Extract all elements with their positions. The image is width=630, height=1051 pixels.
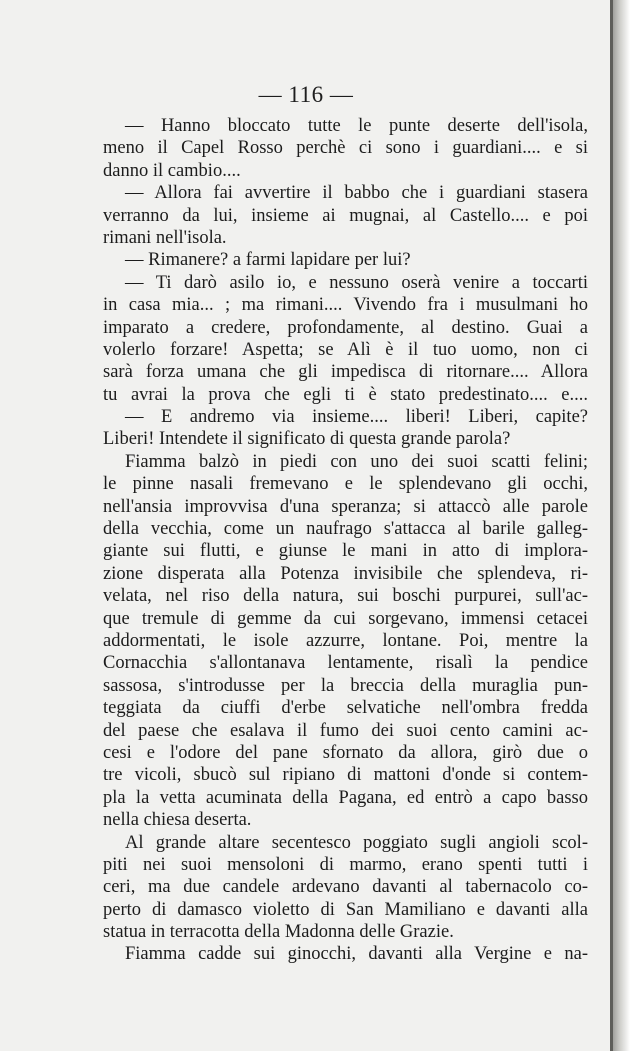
- book-gutter: [612, 0, 630, 1051]
- text-line: que tremule di gemme da cui sorgevano, immensi cetacei: [103, 608, 588, 629]
- text-line: volerlo forzare! Aspetta; se Alì è il tuo uomo, non ci: [103, 339, 588, 360]
- text-line: Fiamma balzò in piedi con uno dei suoi scatti felini;: [125, 451, 588, 472]
- text-line: imparato a credere, profondamente, al destino. Guai a: [103, 317, 588, 338]
- text-line: nell'ansia improvvisa d'una speranza; si attaccò alle parole: [103, 496, 588, 517]
- text-line: in casa mia... ; ma rimani.... Vivendo fra i musulmani ho: [103, 295, 588, 316]
- page-number-header: — 116 —: [258, 82, 354, 107]
- text-line: statua in terracotta della Madonna delle Grazie.: [103, 922, 454, 943]
- text-line: verranno da lui, insieme ai mugnai, al Castello.... e poi: [103, 205, 588, 226]
- text-line: zione disperata alla Potenza invisibile che splendeva, ri-: [103, 563, 588, 584]
- text-line: addormentati, le isole azzurre, lontane. Poi, mentre la: [103, 630, 588, 651]
- text-line: sassosa, s'introdusse per la breccia della muraglia pun-: [103, 675, 588, 696]
- text-line: Liberi! Intendete il significato di questa grande parola?: [103, 429, 511, 450]
- text-line: danno il cambio....: [103, 160, 241, 181]
- text-line: — Hanno bloccato tutte le punte deserte dell'isola,: [125, 116, 588, 136]
- text-line: perto di damasco violetto di San Mamiliano e davanti alla: [103, 899, 588, 920]
- text-line: nella chiesa deserta.: [103, 810, 252, 831]
- text-line: velata, nel riso della natura, sui boschi purpurei, sull'ac-: [103, 586, 588, 607]
- text-line: — Rimanere? a farmi lapidare per lui?: [125, 250, 411, 271]
- text-line: tu avrai la prova che egli ti è stato predestinato.... e....: [103, 384, 588, 405]
- gutter-edge: [610, 0, 613, 1051]
- text-line: giante sui flutti, e giunse le mani in atto di implora-: [103, 541, 588, 562]
- text-line: cesi e l'odore del pane sfornato da allora, girò due o: [103, 742, 588, 763]
- text-line: teggiata da ciuffi d'erbe selvatiche nell'ombra fredda: [103, 698, 588, 719]
- text-line: meno il Capel Rosso perchè ci sono i guardiani.... e si: [103, 138, 588, 159]
- text-line: tre vicoli, sbucò sul ripiano di mattoni d'onde si contem-: [103, 765, 588, 786]
- body-text: [103, 115, 588, 966]
- text-line: — E andremo via insieme.... liberi! Liberi, capite?: [125, 407, 588, 428]
- text-line: rimani nell'isola.: [103, 227, 227, 248]
- text-line: — Allora fai avvertire il babbo che i guardiani stasera: [125, 183, 588, 204]
- text-line: piti nei suoi mensoloni di marmo, erano spenti tutti i: [103, 854, 588, 875]
- text-line: — Ti darò asilo io, e nessuno oserà venire a toccarti: [125, 272, 588, 293]
- text-line: della vecchia, come un naufrago s'attacca al barile galleg-: [103, 519, 588, 540]
- text-line: ceri, ma due candele ardevano davanti al tabernacolo co-: [103, 877, 588, 898]
- text-line: Cornacchia s'allontanava lentamente, risalì la pendice: [103, 653, 588, 674]
- text-line: Al grande altare secentesco poggiato sugli angioli scol-: [125, 832, 588, 853]
- text-line: le pinne nasali fremevano e le splendevano gli occhi,: [103, 474, 588, 495]
- text-line: sarà forza umana che gli impedisca di ritornare.... Allora: [103, 362, 588, 383]
- text-line: pla la vetta acuminata della Pagana, ed entrò a capo basso: [103, 787, 588, 808]
- text-line: del paese che esalava il fumo dei suoi cento camini ac-: [103, 720, 588, 741]
- text-line: Fiamma cadde sui ginocchi, davanti alla Vergine e na-: [125, 944, 588, 965]
